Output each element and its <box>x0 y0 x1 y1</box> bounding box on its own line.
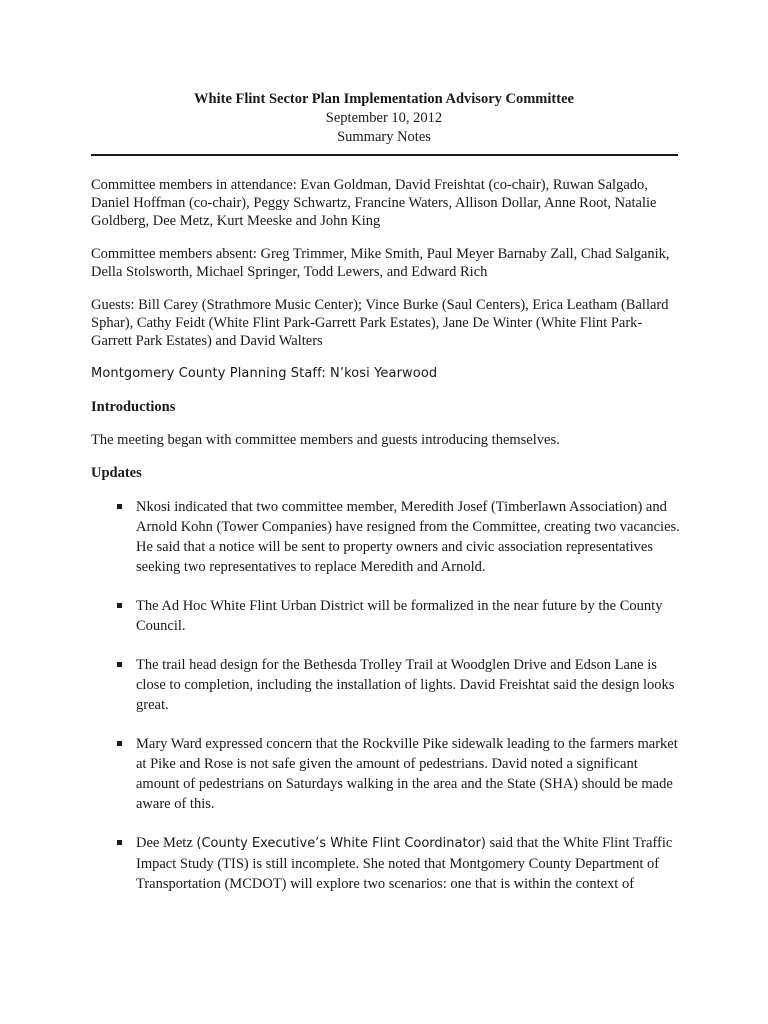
updates-list <box>91 497 681 894</box>
document-title: White Flint Sector Plan Implementation Advisory Committee <box>194 91 574 107</box>
introductions-text: The meeting began with committee members and guests introducing themselves. <box>91 432 560 448</box>
list-item <box>91 833 681 894</box>
bullet-icon <box>117 741 122 746</box>
document-subtitle: Summary Notes <box>337 129 431 145</box>
list-item-name: Dee Metz <box>136 835 193 851</box>
guests-list: Guests: Bill Carey (Strathmore Music Center); Vince Burke (Saul Centers), Erica Leatham (Ballard Sphar), Cathy Feidt (White Flint Park-Garrett Park Estates), Jane De Winter (White Flint Park-Garrett Park Estates) and David Walters <box>91 297 669 349</box>
list-item-role: (County Executive’s White Flint Coordinator) <box>196 836 486 851</box>
bullet-icon <box>117 840 122 845</box>
bullet-icon <box>117 662 122 667</box>
document-body <box>91 176 681 913</box>
header-divider <box>91 154 678 156</box>
planning-staff: Montgomery County Planning Staff: N’kosi Yearwood <box>91 366 438 381</box>
bullet-icon <box>117 603 122 608</box>
list-item <box>91 734 681 814</box>
list-item-text: The Ad Hoc White Flint Urban District will be formalized in the near future by the County Council. <box>136 598 663 634</box>
list-item-text: said that the White Flint Traffic Impact Study (TIS) is still incomplete. She noted that Montgomery County Department of Transportation (MCDOT) will explore two scenarios: one that is within the context of <box>136 835 673 892</box>
attendance-absent: Committee members absent: Greg Trimmer, Mike Smith, Paul Meyer Barnaby Zall, Chad Salganik, Della Stolsworth, Michael Springer, Todd Lewers, and Edward Rich <box>91 246 670 280</box>
meeting-date: September 10, 2012 <box>325 110 443 126</box>
document-header <box>0 90 768 147</box>
list-item-text: The trail head design for the Bethesda Trolley Trail at Woodglen Drive and Edson Lane is close to completion, including the installation of lights. David Freishtat said the design looks great. <box>136 657 675 713</box>
bullet-icon <box>117 504 122 509</box>
introductions-heading: Introductions <box>91 399 176 415</box>
list-item <box>91 655 681 715</box>
list-item <box>91 596 681 636</box>
list-item <box>91 497 681 577</box>
updates-heading: Updates <box>91 465 142 481</box>
list-item-text: Mary Ward expressed concern that the Rockville Pike sidewalk leading to the farmers market at Pike and Rose is not safe given the amount of pedestrians. David noted a significant amount of pedestrians on Saturdays walking in the area and the State (SHA) should be made aware of this. <box>136 736 678 812</box>
list-item-text: Nkosi indicated that two committee member, Meredith Josef (Timberlawn Association) and Arnold Kohn (Tower Companies) have resigned from the Committee, creating two vacancies. He said that a notice will be sent to property owners and civic association representatives seeking two representatives to replace Meredith and Arnold. <box>136 499 680 575</box>
attendance-present: Committee members in attendance: Evan Goldman, David Freishtat (co-chair), Ruwan Salgado, Daniel Hoffman (co-chair), Peggy Schwartz, Francine Waters, Allison Dollar, Anne Root, Natalie Goldberg, Dee Metz, Kurt Meeske and John King <box>91 177 657 229</box>
